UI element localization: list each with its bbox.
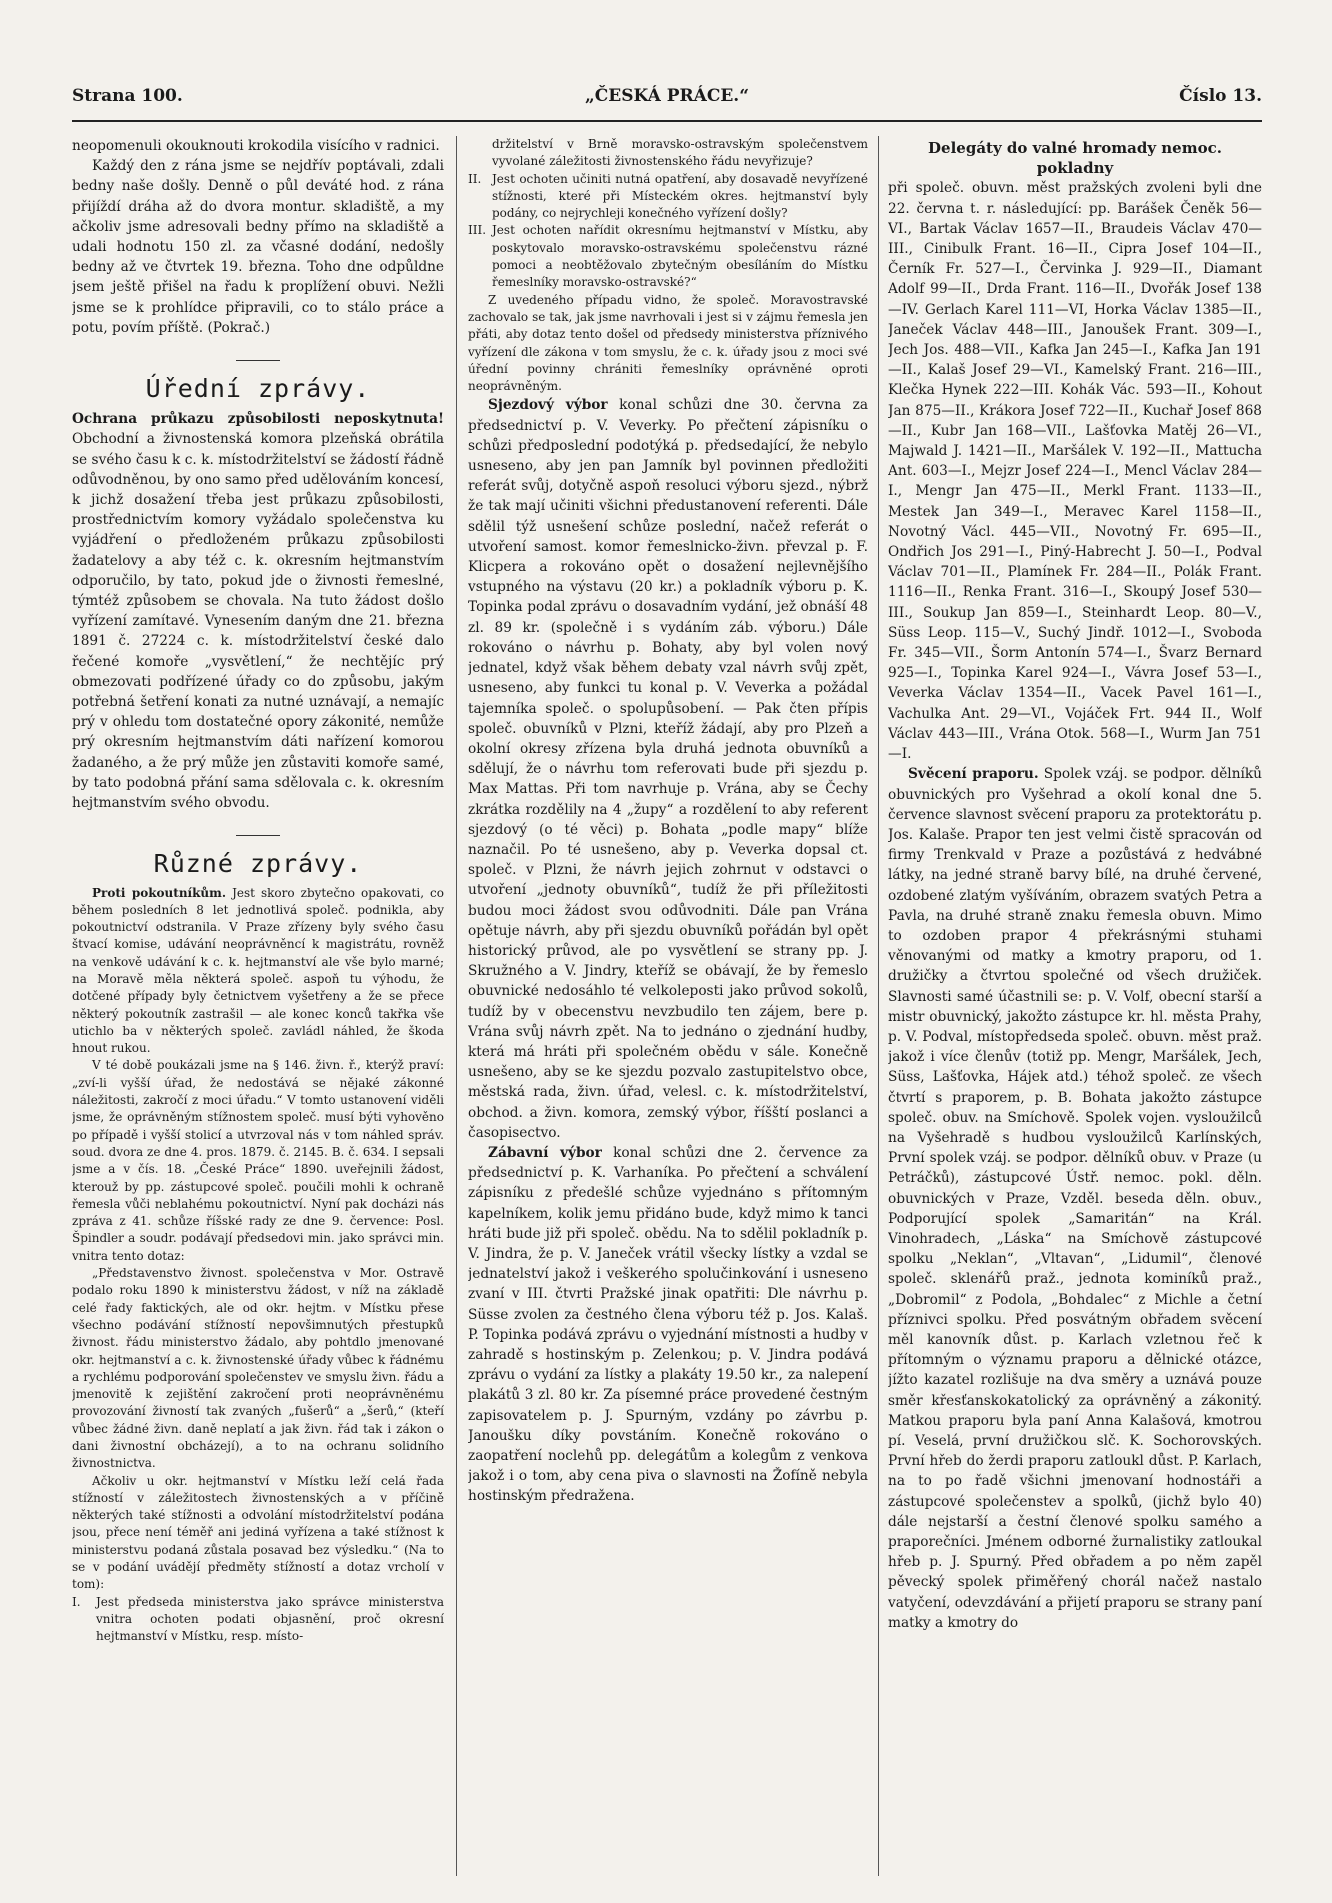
page-header (72, 86, 1262, 114)
list-text: držitelství v Brně moravsko-ostravským společenstvem vyvolané záležitosti živnostenského řádu nevyřizuje? (492, 137, 868, 169)
article-text: Jest skoro zbytečno opakovati, co během posledních 8 let jednotlivá společ. podnikla, aby pokoutnictví odstranila. V Praze zřízeny byly svého času štvací komise, udávání neoprávněncí k magistrátu, rovněž na venkově udávání k c. k. hejtmanství ale vše bylo marné; na Moravě měla některá společ. aspoň tu výhodu, že dotčené případy byly četnictvem vyšetřeny a že se přece některý pokoutník zastrašil — ale konec konců takřka vše utichlo ba v některých společ. zavládl náhled, že škoda hnout rukou. (72, 885, 444, 1056)
paragraph: V té době poukázali jsme na § 146. živn. ř., kterýž praví: „zví-li vyšší úřad, že nedostává se nějaké zákonné náležitosti, zakročí z moci úřadu.“ V tomto ustanovení viděli jsme, že oprávněným stížnostem společ. musí býti vyhověno po případě i vyšší stolicí a utvrzoval nás v tom náhled správ. soud. dvora ze dne 4. pros. 1879. č. 2145. B. č. 634. I sepsali jsme a v čís. 18. „České Práce“ 1890. uveřejnili žádost, kterouž by pp. zástupcové společ. poučili mohli k ochraně řemesla vůči neblahému pokoutnictví. Nyní pak docházi nás zpráva z 41. schůze říšské rady ze dne 9. července: Posl. Špindler a soudr. podávají předsedovi min. jako správci min. vnitra tento dotaz: (72, 1058, 444, 1263)
column-2 (468, 136, 868, 1881)
separator (236, 360, 280, 361)
article-heading: Proti pokoutníkům. (92, 885, 227, 900)
article-text: Obchodní a živnostenská komora plzeňská obrátila se svého času k c. k. místodržitelství se žádostí řádně odůvodněnou, by ono samo před udělováním koncesí, k jichž dosažení třeba jest průkazu způsobilosti, prostřednictvím komory vyžádalo společenstva ku vyjádření o předloženém průkazu způsobilosti žadatelovy a aby též c. k. okresním hejtmanstvím odporučilo, by tato, pokud jde o živnosti řemeslné, týmtéž způsobem se chovala. Na tuto žádost došlo vyřízení zamítavé. Vynesením daným dne 21. března 1891 č. 27224 c. k. místodržitelství české dalo řečené komoře „vysvětlení,“ že nechtějíc prý obmezovati podřízené úřady co do způsobu, jakým potřebná šetření konati za nutné uznávají, a nemajíc prý v ohledu tom dostatečné opory zákonité, nemůže prý okresním hejtmanstvím dáti nařízení komorou žadaného, a že prý může jen zůstaviti komoře samé, by tato podobná přání sama sdělovala c. k. okresním hejtmanstvím svého obvodu. (72, 431, 444, 812)
list-item (468, 171, 868, 223)
article-text: při společ. obuvn. měst pražských zvoleni byli dne 22. června t. r. následující: (888, 180, 1262, 217)
column-divider (878, 136, 879, 1876)
paragraph: Každý den z rána jsme se nejdřív poptávali, zdali bedny naše došly. Denně o půl deváté hod. z rána přijíždí dráha až do dvora montur. skladiště, a my ačkoliv jsme adresovali bedny přímo na skladiště a udali hodnotu 150 zl. za včasné dodání, nedošly bedny až ve čtvrtek 19. března. Toho dne odpůldne jsem ještě přišel na řadu k proplížení obuvi. Nežli jsme se k prohlídce připravili, co to stálo práce a potu, povím příště. (Pokrač.) (72, 158, 444, 336)
header-rule (72, 120, 1262, 122)
delegate-list: pp. Barášek Čeněk 56—VI., Bartak Václav 1657—II., Braudeis Václav 470—III., Cinibulk Frant. 16—II., Cipra Josef 104—II., Černík Fr. 527—I., Červinka J. 929—II., Diamant Adolf 99—II., Drda Frant. 116—II., Dvořák Josef 138—IV. Gerlach Karel 111—VI, Horka Václav 1385—II., Janeček Václav 448—III., Janoušek Frant. 309—I., Jech Jos. 488—VII., Kafka Jan 245—I., Kafka Jan 191—II., Kalaš Josef 29—VI., Kamelský Frant. 216—III., Klečka Hynek 222—III. Kohák Vác. 593—II., Kohout Jan 875—II., Krákora Josef 722—II., Kuchař Josef 868—II., Kubr Jan 168—VII., Lašťovka Matěj 26—VI., Majwald J. 1421—II., Maršálek V. 192—II., Mattucha Ant. 603—I., Mejzr Josef 224—I., Mencl Václav 284—I., Mengr Jan 475—II., Merkl Frant. 1133—II., Mestek Jan 349—I., Meravec Karel 1158—II., Novotný Václ. 445—VII., Novotný Fr. 695—II., Ondřich Jos 291—I., Piný-Habrecht J. 50—I., Podval Václav 701—II., Plamínek Fr. 284—II., Polák Frant. 1116—II., Renka Frant. 316—I., Skoupý Josef 530—III., Soukup Jan 859—I., Steinhardt Leop. 80—V., Süss Leop. 115—V., Suchý Jindř. 1012—I., Svoboda Fr. 345—VII., Šorm Antonín 574—I., Švarz Bernard 925—I., Topinka Karel 924—I., Vávra Josef 53—I., Veverka Václav 1354—II., Vacek Pavel 161—I., Vachulka Ant. 29—VI., Vojáček Frt. 944 II., Wolf Václav 443—III., Vrána Otok. 568—I., Wurm Jan 751—I. (888, 200, 1262, 763)
column-divider (456, 136, 457, 1876)
article-small-print (468, 136, 868, 395)
list-number: II. (468, 171, 482, 186)
paragraph: Ačkoliv u okr. hejtmanství v Místku leží celá řada stížností v záležitostech živnostenských a v příčině některých také stížnosti a odvolání místodržitelství podána jsou, přece není téměř ani jediná vyřízena a také stížnost k ministerstvu podaná zůstala posavad bez výsledku.“ (Na to se v podání uvádějí předměty stížností a dotaz vrcholí v tom): (72, 1473, 444, 1592)
section-title: Úřední zprávy. (145, 374, 371, 404)
article (72, 409, 444, 813)
article-text: Spolek vzáj. se podpor. dělníků obuvnických pro Vyšehrad a okolí konal dne 5. července slavnost svěcení praporu za protektorátu p. Jos. Kalaše. Prapor ten jest velmi čistě spracován od firmy Trenkvald v Praze a pozůstává z hedvábné látky, na jedné straně barvy bílé, na druhé červené, ozdobené zlatým vyšíváním, obrazem svatých Petra a Pavla, na druhé straně znaku řemesla obuvn. Mimo to ozdoben prapor 4 překrásnými stuhami věnovanými od matky a kmotry praporu, od 1. družičky a čtvrtou společné od všech družiček. Slavnosti samé účastnili se: p. V. Volf, obecní starší a mistr obuvnický, jakožto zástupce kr. hl. města Prahy, p. V. Podval, místopředseda společ. obuvn. měst praž. jakož i více členův (totiž pp. Mengr, Maršálek, Jech, Süss, Lašťovka, Hájek atd.) téhož společ. ze všech čtvrtí s praporem, p. B. Bohata jakožto zástupce společ. obuv. na Smíchově. Spolek vojen. vysloužilců na Vyšehradě s hudbou vysloužilců Karlínských, První spolek vzáj. se podpor. dělníků obuv. v Praze (u Petráčků), zástupcové Ústř. nemoc. pokl. děln. obuvnických v Praze, Vzděl. beseda děln. obuv., Podporující spolek „Samaritán“ na Král. Vinohradech, „Láska“ na Smíchově zástupcové spolku „Neklan“, „Vltavan“, „Lidumil“, členové společ. sklenářů praž., jednota kominíků praž., „Dobromil“ z Podola, „Bohdalec“ z Michle a četní příznivci spolku. Před posvátným obřadem svěcení měl kanovník důst. p. Karlach vzletnou řeč k přítomným o významu praporu a dělnické otázce, jížto kazatel rozlišuje na dva směry a uznává pouze směr křesťanskokatolický za oprávněný a zákonitý. Matkou praporu byla paní Anna Kalašová, kmotrou pí. Veselá, první družičkou slč. K. Sochorovských. První hřeb do žerdi praporu zatloukl důst. P. Karlach, na to po řadě všichni jmenovaní hodnostáři a zástupcové společenstev a spolků, (jichž bylo 40) dále nejstarší a čestní členové spolku samého a praporečníci. Jménem odborné žurnalistiky zatloukal hřeb p. J. Spurný. Před obřadem a po něm zapěl pěvecký spolek přiměřený chorál načež nastalo vatyčení, odevzdávání a přijetí praporu se strany paní matky a kmotry do (888, 766, 1262, 1631)
section-title: Různé zprávy. (153, 849, 363, 879)
list-number: I. (72, 1594, 81, 1609)
list-text: Jest ochoten učiniti nutná opatření, aby dosavadě nevyřízené stížnosti, které při Místeckém okres. hejtmanství byly podány, co nejrychleji konečného vyřízení došly? (492, 171, 868, 221)
article (72, 885, 444, 1058)
separator (236, 835, 280, 836)
article-heading: Zábavní výbor (488, 1144, 602, 1161)
article-text: konal schůzi dne 2. července za předsednictví p. K. Varhaníka. Po přečtení a schválení zápisníku z předešlé schůze vyjednáno s přítomným kapelníkem, kolik jemu přidáno bude, když mimo k tanci hráti bude již při společ. obědu. Na to sdělil pokladník p. V. Jindra, že p. V. Janeček vrátil všecky lístky a vzdal se jednatelství jakož i veškerého spolučinkování i usneseno zvaní v III. čtvrti Pražské jinak opatřiti: Dle návrhu p. Süsse zvolen za čestného člena výboru též p. Jos. Kalaš. P. Topinka podává zprávu o vyjednání místnosti a hudby v zahradě s hostinským p. Zelenkou; p. V. Jindra podává zprávu o vydání za lístky a plakáty 19.50 kr., za nalepení plakátů 3 zl. 80 kr. Za písemné práce provedené čestným zapisovatelem p. J. Spurným, vzdány po závrbu p. Janoušku díky povstáním. Konečně rokováno o zaopatření noclehů pp. delegátům a kolegům z venkova jakož i o tom, aby cena piva o slavnosti na Žofíně nebyla hostinským předražena. (468, 1144, 868, 1505)
article-heading: Ochrana průkazu způsobilosti neposkytnuta! (72, 411, 444, 428)
issue-number: Číslo 13. (1179, 86, 1262, 106)
column-1 (72, 136, 444, 1881)
column-3 (888, 136, 1262, 1881)
article-heading: Sjezdový výbor (488, 397, 608, 414)
paragraph: „Představenstvo živnost. společenstva v Mor. Ostravě podalo roku 1890 k ministerstvu žádost, v níž na základě celé řady faktických, ale od okr. hejtm. v Místku přese všechno podávání stížností nepovšimnutých přestupků živnost. řádu ministerstvo žádalo, aby pohtdlo jmenované okr. hejtmanství a c. k. živnostenské úřady vůbec k řádnému a rychlému podporování společenstev ve smyslu živn. řádu a jmenovitě k zejištění zakročení proti neoprávněnému provozování živností tak zvaných „fušerů“ a „šerů,“ (kteří vůbec žádné živn. daně neplatí a jak živn. řád tak i zákon o dani živnostní obcházejí), a to na ochranu solidního živnostnictva. (72, 1266, 444, 1471)
article (468, 395, 868, 1143)
list-text: Jest předseda ministerstva jako správce ministerstva vnitra ochoten podati objasnění, proč okresní hejtmanství v Místku, resp. místo- (96, 1594, 444, 1644)
list-number: III. (468, 223, 487, 238)
paragraph: Z uvedeného případu vidno, že společ. Moravostravské zachovalo se tak, jak jsme navrhovali i jest si v zájmu řemesla jen přáti, aby dotaz tento došel od předsedy ministerstva příznivého vyřízení dle zákona v tom smyslu, že c. k. úřady jsou z moci své úřední povinny chrániti řemeslníky oprávněné oproti neoprávněným. (468, 292, 868, 394)
page-number: Strana 100. (72, 86, 183, 106)
list-item (468, 136, 868, 171)
paragraph: neopomenuli okouknouti krokodila visícího v radnici. (72, 138, 440, 154)
list-text: Jest ochoten nařídit okresnímu hejtmanství v Místku, aby poskytovalo moravsko-ostravskému společenstvu rázné pomoci a neobtěžovalo zbytečným obesíláním do Místku řemeslníky moravsko-ostravské?“ (492, 223, 868, 290)
article-text: konal schůzi dne 30. června za předsednictví p. V. Veverky. Po přečtení zápisníku o schůzi předposlední podotýká p. předsedající, že nebylo usneseno, aby jen pan Jamník byl povinnen předložiti referát svůj, dotyčně aspoň resoluci výboru sjezd., nýbrž že tak mají učiniti všichni předustanovení referenti. Dále sdělil týž usnešení schůze poslední, načež referát o utvoření samost. komor řemeslnicko-živn. převzal p. F. Klicpera a rokováno opět o dosažení nejlevnějšího vstupného na výstavu (20 kr.) a pokladník výboru p. K. Topinka podal zprávu o dosavadním vydání, jež obnáší 48 zl. 89 kr. (společně i s vydáním záb. výboru.) Dále rokováno o návrhu p. Bohaty, aby byl volen nový jednatel, když však během debaty vzal návrh svůj zpět, usneseno, aby funkci tu konal p. V. Veverka a požádal tajemníka společ. o spolupůsobení. — Pak čten přípis společ. obuvníků v Plzni, kteříž žádají, aby pro Plzeň a okolní okresy zřízena byla druhá jednota obuvníků a sdělují, že o návrhu tom referovati bude při sjezdu p. Max Mattas. Při tom navrhuje p. Vrána, aby se Čechy zkrátka rozdělily na 4 „župy“ a rozdělení to aby referent sjezdový (o té věci) p. Bohata „podle mapy“ blíže naznačil. Po té usnešeno, aby p. Veverka dopsal ct. společ. v Plzni, že návrh jejich zohrnut v odstavci o utvoření „jednoty obuvníků“, tudíž že při příležitosti budou moci žádost svou odůvodniti. Dále pan Vrána opětuje návrh, aby při sjezdu obuvníků pořádán byl opět historický průvod, ale po vysvětlení se strany pp. J. Skružného a V. Jindry, kteříž se obávají, že by řemeslo obuvnické nedosáhlo té velkoleposti jako průvod sokolů, tudíž by v obecenstvu nevzbudilo ten zájem, bere p. Vrána svůj návrh zpět. Na to jednáno o zjednání hudby, která má hráti při společném obědu v sále. Konečně usnešeno, aby se ke sjezdu pozvalo zastupitelstvo obce, městská rada, živn. úřad, velesl. c. k. místodržitelství, obchod. a živn. komora, zemský výbor, říšští poslanci a časopisectvo. (468, 397, 868, 1141)
article-heading: Svěcení praporu. (908, 766, 1039, 783)
article (468, 1143, 868, 1507)
list-item (468, 222, 868, 291)
newspaper-title: „ČESKÁ PRÁCE.“ (584, 86, 750, 106)
list-item (72, 1594, 444, 1646)
article (888, 764, 1262, 1633)
article-small-print (72, 885, 444, 1646)
article (888, 178, 1262, 764)
article-heading: Delegáty do valné hromady nemoc. pokladny (928, 139, 1222, 178)
